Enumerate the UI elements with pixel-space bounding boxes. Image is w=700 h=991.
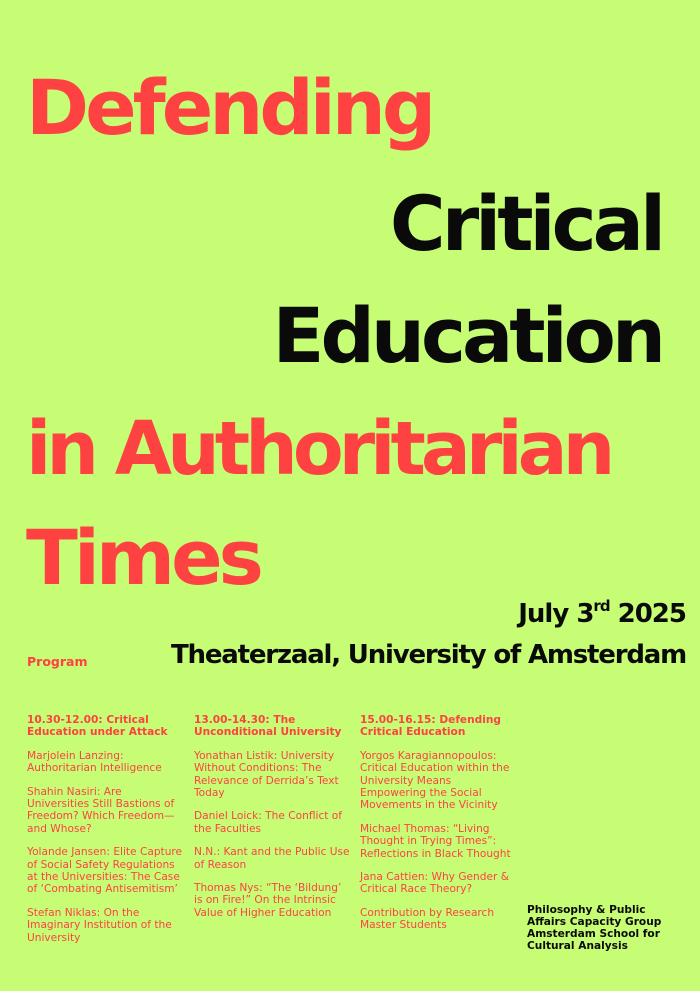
session-column-3 [360,714,518,943]
organizer-line: Cultural Analysis [527,940,628,952]
title-line-1: Defending [26,63,433,152]
organizer-line: Philosophy & Public [527,904,646,916]
date-month-day: July 3 [518,599,594,629]
talk-item: Michael Thomas: “Living Thought in Trying Times”: Reflections in Black Thought [360,822,511,860]
title-line-2: Critical [389,179,662,268]
session-column-1 [27,714,185,955]
title-line-5: Times [26,513,260,602]
organizer-line: Amsterdam School for [527,928,660,940]
talk-item: Yolande Jansen: Elite Capture of Social Safety Regulations at the Universities: The Case of ‘Combating Antisemitism’ [27,846,183,896]
session-header: 15.00-16.15: Defending Critical Education [360,714,501,739]
talk-item: Contribution by Research Master Students [360,906,495,932]
title-line-4: in Authoritarian [26,406,611,492]
talk-item: Yorgos Karagiannopoulos: Critical Education within the University Means Empowering the Social Movements in the Vicinity [360,749,510,812]
date-suffix: rd [593,597,610,615]
session-column-2 [194,714,352,930]
organizers-block [527,904,697,952]
title-line-3: Education [272,291,662,380]
event-venue: Theaterzaal, University of Amsterdam [171,640,686,670]
talk-item: Daniel Loick: The Conflict of the Faculties [194,810,343,835]
talk-item: Shahin Nasiri: Are Universities Still Bastions of Freedom? Which Freedom—and Whose? [27,785,175,835]
talk-item: Yonathan Listik: University Without Conditions: The Relevance of Derrida’s Text Today [194,749,339,800]
talk-item: N.N.: Kant and the Public Use of Reason [194,846,350,871]
talk-item: Stefan Niklas: On the Imaginary Institution of the University [27,906,172,944]
event-date [518,597,686,629]
date-year: 2025 [617,599,686,629]
talk-item: Marjolein Lanzing: Authoritarian Intelligence [27,749,162,775]
talk-item: Jana Cattien: Why Gender & Critical Race Theory? [360,871,509,896]
organizer-line: Affairs Capacity Group [527,916,662,928]
program-heading: Program [27,654,88,669]
session-header: 13.00-14.30: The Unconditional University [194,714,342,739]
session-header: 10.30-12.00: Critical Education under Attack [27,714,168,739]
talk-item: Thomas Nys: “The ‘Bildung’ is on Fire!” On the Intrinsic Value of Higher Education [194,882,342,919]
